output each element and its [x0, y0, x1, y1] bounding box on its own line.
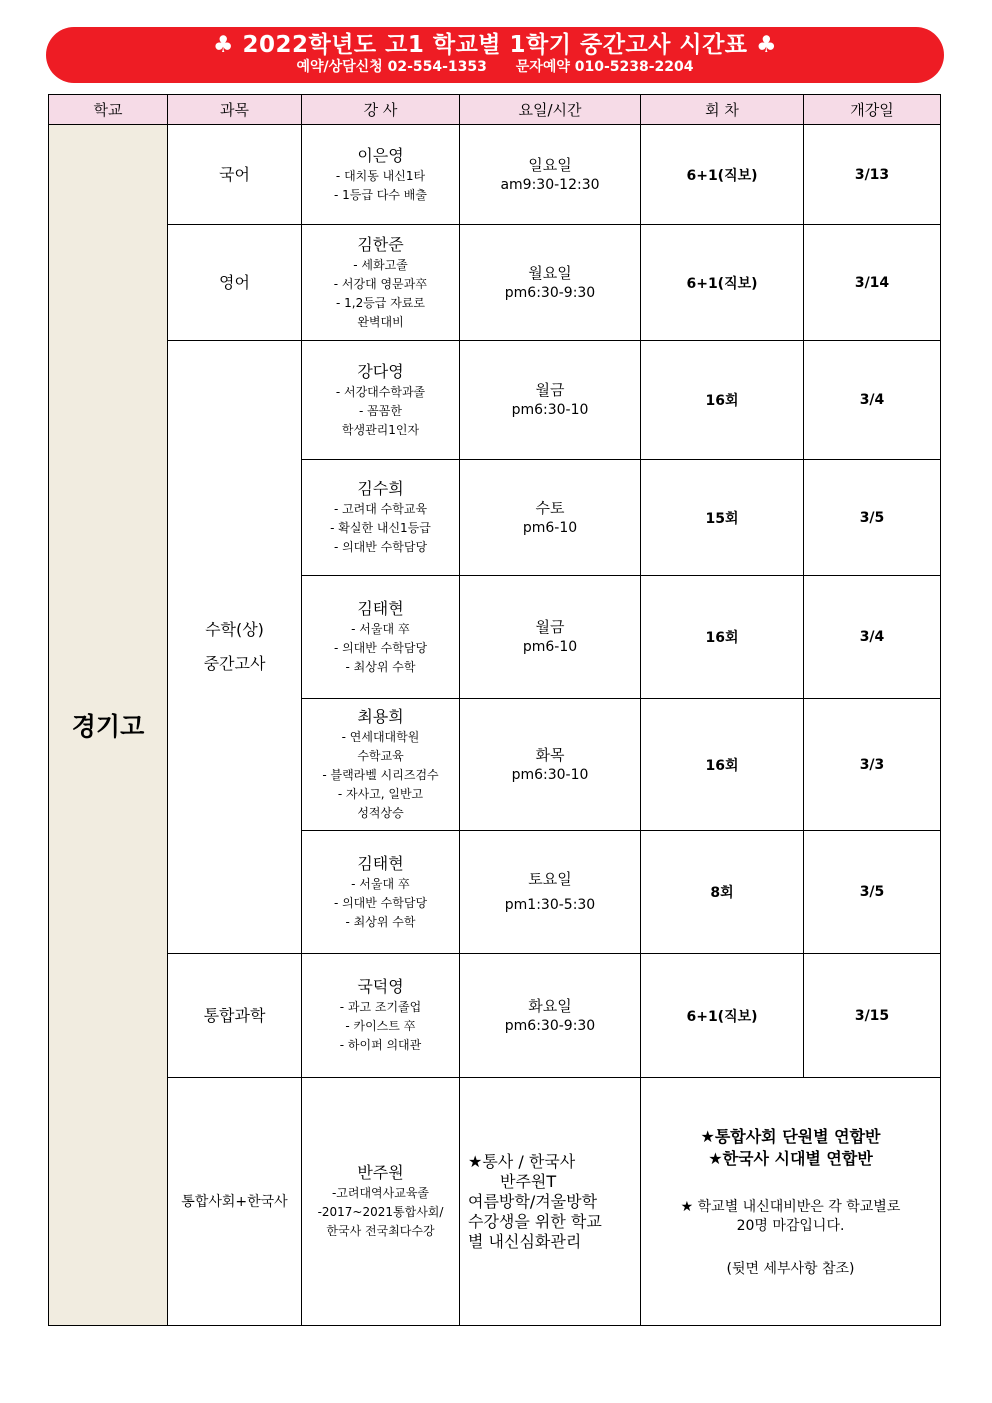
- teacher-name: 최용희: [357, 707, 404, 726]
- teacher-desc: 수학교육: [357, 749, 404, 763]
- teacher-desc: - 확실한 내신1등급: [330, 521, 431, 535]
- teacher-name: 김태현: [357, 598, 404, 618]
- teacher-desc: - 대치동 내신1타: [335, 168, 426, 183]
- class-time: pm6:30-10: [511, 402, 589, 418]
- teacher-desc: - 고려대 수학교육: [333, 502, 428, 516]
- schedule-table: [48, 94, 941, 1326]
- sms-contact: 문자예약 010-5238-2204: [515, 59, 694, 75]
- table-row: [49, 954, 941, 1078]
- header-subject: 과목: [168, 95, 302, 125]
- teacher-desc: - 꼼꼼한: [359, 403, 402, 418]
- class-time: pm6:30-10: [511, 766, 589, 783]
- time-cell: [460, 460, 641, 576]
- teacher-desc: - 1등급 다수 배출: [334, 187, 427, 202]
- weekday: 일요일: [528, 155, 572, 174]
- weekday: 화목: [535, 745, 565, 764]
- time-cell: [460, 225, 641, 341]
- table-row: [49, 125, 941, 225]
- weekday: 월금: [535, 618, 565, 636]
- weekday: 월요일: [528, 263, 572, 282]
- weekday: 토요일: [528, 870, 572, 888]
- start-date-cell: 3/13: [804, 125, 941, 225]
- start-date-cell: 3/14: [804, 225, 941, 341]
- table-row: [49, 1078, 941, 1326]
- header-school: 학교: [49, 95, 168, 125]
- school-name: 경기고: [49, 125, 168, 1326]
- teacher-desc: - 서강대수학과졸: [335, 384, 426, 399]
- title-banner: [46, 27, 944, 83]
- teacher-cell: [302, 460, 460, 576]
- teacher-desc: - 서울대 卒: [351, 621, 410, 636]
- class-time: pm6:30-9:30: [504, 1017, 596, 1034]
- teacher-name: 국덕영: [357, 977, 404, 996]
- header-sessions: 회 차: [641, 95, 804, 125]
- start-date-cell: 3/3: [804, 699, 941, 831]
- notice-line: ★ 학교별 내신대비반은 각 학교별로: [680, 1198, 901, 1215]
- teacher-cell: [302, 831, 460, 954]
- table-header-row: [49, 95, 941, 125]
- time-cell: [460, 699, 641, 831]
- teacher-desc: 성적상승: [357, 806, 404, 820]
- page-title: ♣ 2022학년도 고1 학교별 1학기 중간고사 시간표 ♣: [212, 32, 778, 58]
- teacher-desc: 학생관리1인자: [341, 422, 420, 437]
- teacher-name: 이은영: [357, 145, 404, 165]
- teacher-desc: - 1,2등급 자료로: [335, 295, 425, 310]
- teacher-name: 김태현: [357, 853, 404, 873]
- time-cell: [460, 576, 641, 699]
- teacher-desc: 한국사 전국최다수강: [326, 1224, 435, 1238]
- notes-cell: [641, 1078, 941, 1326]
- notice-line: 20명 마감입니다.: [736, 1217, 845, 1234]
- teacher-cell: [302, 699, 460, 831]
- teacher-name: 강다영: [357, 361, 404, 381]
- teacher-cell: [302, 341, 460, 460]
- teacher-desc: - 의대반 수학담당: [333, 640, 428, 655]
- start-date-cell: 3/5: [804, 460, 941, 576]
- teacher-name: 반주원: [357, 1163, 404, 1182]
- teacher-desc: -2017~2021통합사회/: [317, 1205, 444, 1219]
- class-time: pm6-10: [522, 639, 578, 655]
- teacher-cell: [302, 1078, 460, 1326]
- subject-subtitle: 중간고사: [203, 654, 266, 673]
- header-teacher: 강 사: [302, 95, 460, 125]
- teacher-cell: [302, 576, 460, 699]
- notice-reference: (뒷면 세부사항 참조): [726, 1260, 855, 1277]
- teacher-desc: - 의대반 수학담당: [333, 895, 428, 910]
- class-time: pm6-10: [522, 519, 578, 536]
- subject-cell: 영어: [168, 225, 302, 341]
- table-row: [49, 225, 941, 341]
- header-start-date: 개강일: [804, 95, 941, 125]
- start-date-cell: 3/4: [804, 341, 941, 460]
- program-info-line: 별 내신심화관리: [468, 1231, 582, 1251]
- teacher-name: 김한준: [357, 234, 404, 254]
- start-date-cell: 3/15: [804, 954, 941, 1078]
- teacher-desc: - 하이퍼 의대관: [339, 1038, 422, 1052]
- program-info-line: ★통사 / 한국사: [468, 1151, 576, 1171]
- teacher-desc: - 연세대대학원: [341, 730, 420, 744]
- sessions-cell: 6+1(직보): [641, 125, 804, 225]
- class-time: am9:30-12:30: [500, 176, 600, 193]
- teacher-cell: [302, 954, 460, 1078]
- sessions-cell: 16회: [641, 341, 804, 460]
- sessions-cell: 16회: [641, 576, 804, 699]
- teacher-desc: 완벽대비: [357, 314, 404, 329]
- teacher-desc: - 카이스트 卒: [345, 1019, 416, 1033]
- subject-cell: 통합과학: [168, 954, 302, 1078]
- teacher-desc: - 최상위 수학: [345, 659, 416, 674]
- contact-line: [46, 58, 944, 76]
- time-cell: [460, 125, 641, 225]
- start-date-cell: 3/4: [804, 576, 941, 699]
- teacher-desc: - 자사고, 일반고: [337, 787, 424, 801]
- table-row: [49, 341, 941, 460]
- teacher-cell: [302, 225, 460, 341]
- time-cell: [460, 341, 641, 460]
- program-info-line: 수강생을 위한 학교: [468, 1211, 602, 1231]
- weekday: 수토: [535, 498, 565, 517]
- header-day-time: 요일/시간: [460, 95, 641, 125]
- program-info-cell: [460, 1078, 641, 1326]
- time-cell: [460, 954, 641, 1078]
- sessions-cell: 15회: [641, 460, 804, 576]
- sessions-cell: 6+1(직보): [641, 225, 804, 341]
- teacher-desc: - 세화고졸: [353, 257, 408, 272]
- teacher-cell: [302, 125, 460, 225]
- time-cell: [460, 831, 641, 954]
- program-info-line: 여름방학/겨울방학: [468, 1191, 598, 1211]
- subject-cell: [168, 341, 302, 954]
- teacher-desc: -고려대역사교육졸: [331, 1186, 430, 1200]
- teacher-desc: - 최상위 수학: [345, 914, 416, 929]
- phone-contact: 예약/상담신청 02-554-1353: [296, 59, 487, 75]
- notice-line: ★통합사회 단원별 연합반: [700, 1126, 881, 1146]
- teacher-desc: - 블랙라벨 시리즈검수: [322, 768, 439, 782]
- subject-cell: 통합사회+한국사: [168, 1078, 302, 1326]
- weekday: 월금: [535, 381, 565, 399]
- program-info-line: 반주원T: [500, 1171, 557, 1191]
- teacher-desc: - 과고 조기졸업: [339, 1000, 422, 1014]
- sessions-cell: 16회: [641, 699, 804, 831]
- sessions-cell: 8회: [641, 831, 804, 954]
- class-time: pm6:30-9:30: [504, 284, 596, 301]
- teacher-desc: - 서울대 卒: [351, 876, 410, 891]
- teacher-desc: - 서강대 영문과卒: [333, 276, 428, 291]
- subject-name: 수학(상): [205, 620, 264, 639]
- class-time: pm1:30-5:30: [504, 897, 596, 913]
- notice-line: ★한국사 시대별 연합반: [708, 1148, 873, 1168]
- start-date-cell: 3/5: [804, 831, 941, 954]
- weekday: 화요일: [528, 996, 572, 1015]
- teacher-desc: - 의대반 수학담당: [333, 540, 428, 554]
- sessions-cell: 6+1(직보): [641, 954, 804, 1078]
- subject-cell: 국어: [168, 125, 302, 225]
- teacher-name: 김수희: [357, 479, 404, 498]
